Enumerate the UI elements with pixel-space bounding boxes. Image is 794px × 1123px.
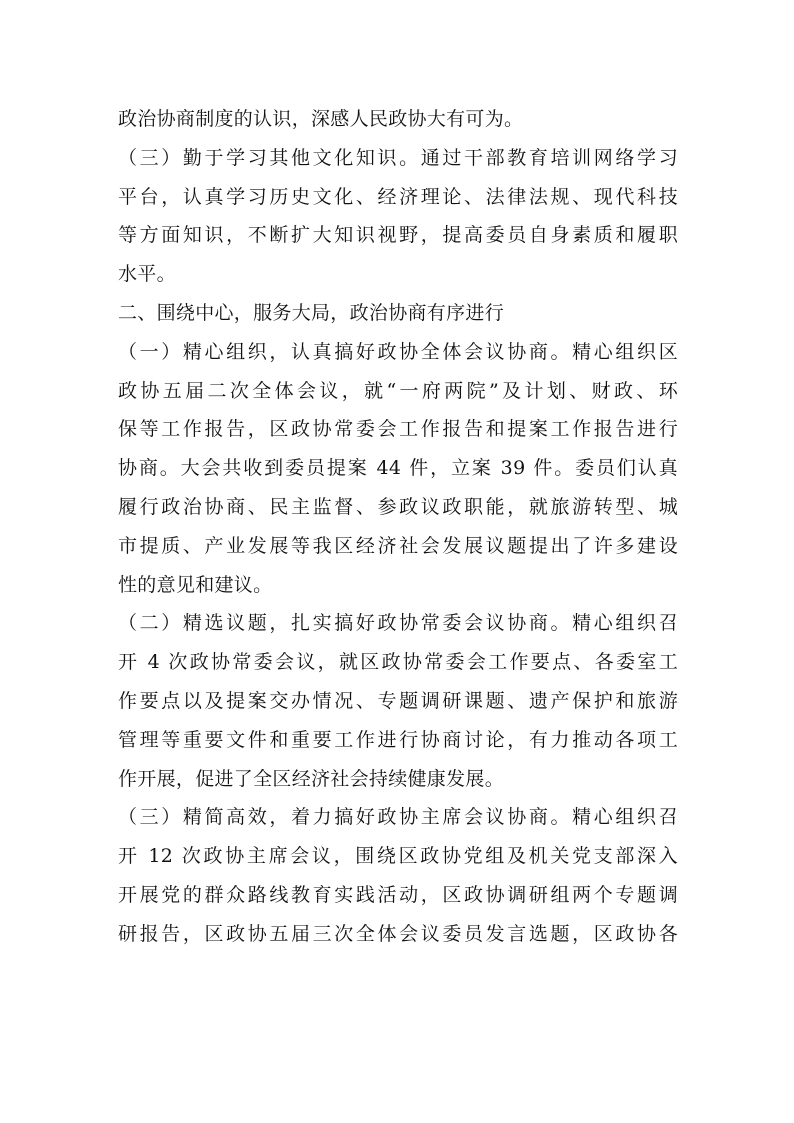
text-line: 履行政治协商、民主监督、参政议政职能，就旅游转型、城: [118, 495, 678, 518]
text-line: 作要点以及提案交办情况、专题调研课题、遗产保护和旅游: [118, 689, 678, 712]
text-line: 管理等重要文件和重要工作进行协商讨论，有力推动各项工: [118, 728, 678, 751]
text-line: 水平。: [118, 263, 176, 286]
text-line: 开 4 次政协常委会议，就区政协常委会工作要点、各委室工: [118, 651, 678, 674]
text-line: 政治协商制度的认识，深感人民政协大有可为。: [118, 108, 524, 130]
text-line: 性的意见和建议。: [118, 573, 273, 596]
text-line: 开 12 次政协主席会议，围绕区政协党组及机关党支部深入: [118, 845, 678, 868]
text-line: （一）精心组织，认真搞好政协全体会议协商。精心组织区: [118, 340, 678, 363]
text-line: （三）勤于学习其他文化知识。通过干部教育培训网络学习: [118, 146, 678, 169]
text-line: 等方面知识，不断扩大知识视野，提高委员自身素质和履职: [118, 224, 678, 247]
text-line: 作开展，促进了全区经济社会持续健康发展。: [118, 767, 505, 790]
text-line: （二）精选议题，扎实搞好政协常委会议协商。精心组织召: [118, 612, 678, 635]
document-body: [118, 100, 678, 954]
text-line: 二、围绕中心，服务大局，政治协商有序进行: [118, 301, 505, 324]
text-line: 研报告，区政协五届三次全体会议委员发言选题，区政协各: [118, 922, 678, 945]
text-line: 保等工作报告，区政协常委会工作报告和提案工作报告进行: [118, 418, 678, 441]
text-line: 开展党的群众路线教育实践活动，区政协调研组两个专题调: [118, 883, 678, 906]
text-line: 政协五届二次全体会议，就“一府两院”及计划、财政、环: [118, 379, 678, 402]
text-line: 市提质、产业发展等我区经济社会发展议题提出了许多建设: [118, 534, 678, 557]
text-line: 平台，认真学习历史文化、经济理论、法律法规、现代科技: [118, 185, 678, 208]
text-line: 协商。大会共收到委员提案 44 件，立案 39 件。委员们认真: [118, 457, 678, 480]
text-line: （三）精简高效，着力搞好政协主席会议协商。精心组织召: [118, 806, 678, 829]
